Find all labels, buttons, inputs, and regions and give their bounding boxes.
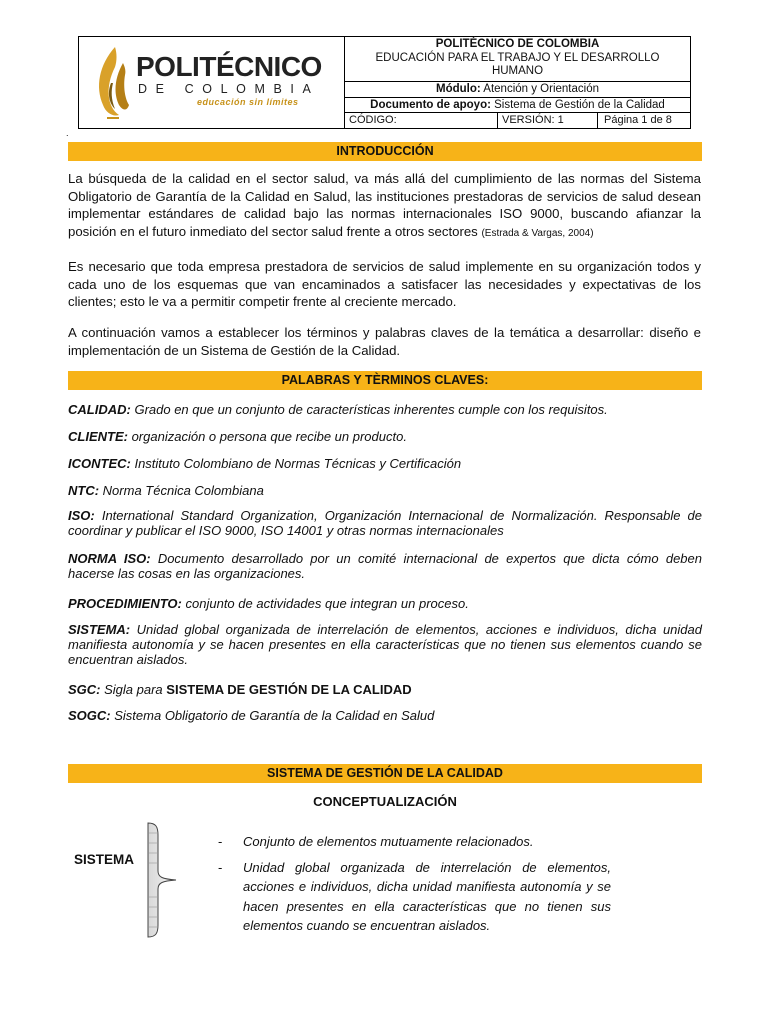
intro-paragraph-1-text: La búsqueda de la calidad en el sector salud, va más allá del cumplimiento de las normas del Sistema Obligatorio de Garantía de la Calidad en Salud, las instituciones prestadoras de servicios de salud desean implementar estándares de calidad bajo las normas internacionales ISO 9000, buscando afianzar la posición en el futuro inmediato del sector salud frente a otros sectores [68,171,701,239]
term-definition: Documento desarrollado por un comité internacional de expertos que dicta cómo deben hacerse las cosas en las organizaciones. [68,551,702,581]
term-item [68,402,702,417]
intro-paragraph-2: Es necesario que toda empresa prestadora de servicios de salud implemente en su organización todos y cada uno de los esquemas que van encaminados a satisfacer las necesidades y expectativas de los clientes; esto le va a permitir competir frente al creciente mercado. [68,259,701,309]
term-definition: Grado en que un conjunto de características inherentes cumple con los requisitos. [134,402,608,417]
term-key: SISTEMA: [68,622,131,637]
term-definition: Unidad global organizada de interrelación de elementos, acciones e individuos, dicha unidad manifiesta autonomía y se hacen presentes en ella características que no tienen sus elementos cuando se encuentran aislados. [68,622,702,667]
code-label: CÓDIGO: [349,114,397,126]
program-name: EDUCACIÓN PARA EL TRABAJO Y EL DESARROLLO HUMANO [375,52,660,77]
term-key: ICONTEC: [68,456,131,471]
term-item [68,551,702,581]
term-item [68,429,702,444]
version-label: VERSIÓN: 1 [497,113,597,129]
term-key: CALIDAD: [68,402,131,417]
logo [79,37,345,128]
header-info [345,37,690,128]
section-keywords-title: PALABRAS Y TÈRMINOS CLAVES: [68,371,702,390]
term-definition: conjunto de actividades que integran un proceso. [185,596,469,611]
list-item [218,832,611,852]
stray-dot: . [66,128,69,138]
term-key: SGC: [68,682,101,697]
logo-title: POLITÉCNICO [136,51,322,82]
module-label: Módulo: [436,83,481,95]
term-item [68,622,702,667]
term-extra: SISTEMA DE GESTIÓN DE LA CALIDAD [166,682,412,697]
document-header [78,36,691,129]
module-value: Atención y Orientación [483,83,599,95]
term-definition: organización o persona que recibe un producto. [131,429,407,444]
section-intro-title: INTRODUCCIÓN [68,142,702,161]
term-definition: Norma Técnica Colombiana [102,483,264,498]
flame-logo-icon [93,43,133,123]
term-key: CLIENTE: [68,429,128,444]
term-definition: Instituto Colombiano de Normas Técnicas y Certificación [134,456,462,471]
sistema-label: SISTEMA [74,852,135,867]
term-key: NORMA ISO: [68,551,151,566]
section-sgc-title: SISTEMA DE GESTIÓN DE LA CALIDAD [68,764,702,783]
list-item-text: Conjunto de elementos mutuamente relacionados. [243,834,534,849]
brace-icon [146,821,178,939]
term-definition: International Standard Organization, Organización Internacional de Normalización. Responsable de coordinar y publicar el ISO 9000, ISO 14001 y otras normas internacionales [68,508,702,538]
document-row [345,97,690,113]
term-key: PROCEDIMIENTO: [68,596,182,611]
term-item [68,456,702,471]
term-item [68,596,702,611]
document-value: Sistema de Gestión de la Calidad [494,99,665,111]
term-definition: Sigla para [104,682,163,697]
list-item-text: Unidad global organizada de interrelación de elementos, acciones e individuos, dicha unidad manifiesta autonomía y se hacen presentes en ella características que no tienen sus elementos cuando se encuentran aislados. [243,859,611,933]
term-key: SOGC: [68,708,111,723]
bullet-dash: - [218,859,223,875]
term-item [68,682,702,697]
concept-heading: CONCEPTUALIZACIÓN [313,794,457,809]
intro-citation: (Estrada & Vargas, 2004) [481,227,594,239]
logo-subtitle: DE COLOMBIA [138,82,320,96]
sistema-definitions [218,832,611,942]
intro-paragraph-1 [68,170,701,242]
intro-paragraph-3: A continuación vamos a establecer los términos y palabras claves de la temática a desarrollar: diseño e implementación de un Sistema de Gestión de la Calidad. [68,325,701,358]
term-item [68,483,702,498]
document-label: Documento de apoyo: [370,99,491,111]
term-definition: Sistema Obligatorio de Garantía de la Calidad en Salud [114,708,435,723]
term-item [68,708,702,723]
term-key: NTC: [68,483,100,498]
logo-tagline: educación sin límites [197,97,299,107]
bullet-dash: - [218,834,223,849]
module-row [345,81,690,98]
term-key: ISO: [68,508,95,523]
list-item [218,858,611,936]
code-row [345,112,690,129]
institution-name: POLITÉCNICO DE COLOMBIA [435,38,600,50]
page-number: Página 1 de 8 [597,113,690,129]
term-item [68,508,702,538]
